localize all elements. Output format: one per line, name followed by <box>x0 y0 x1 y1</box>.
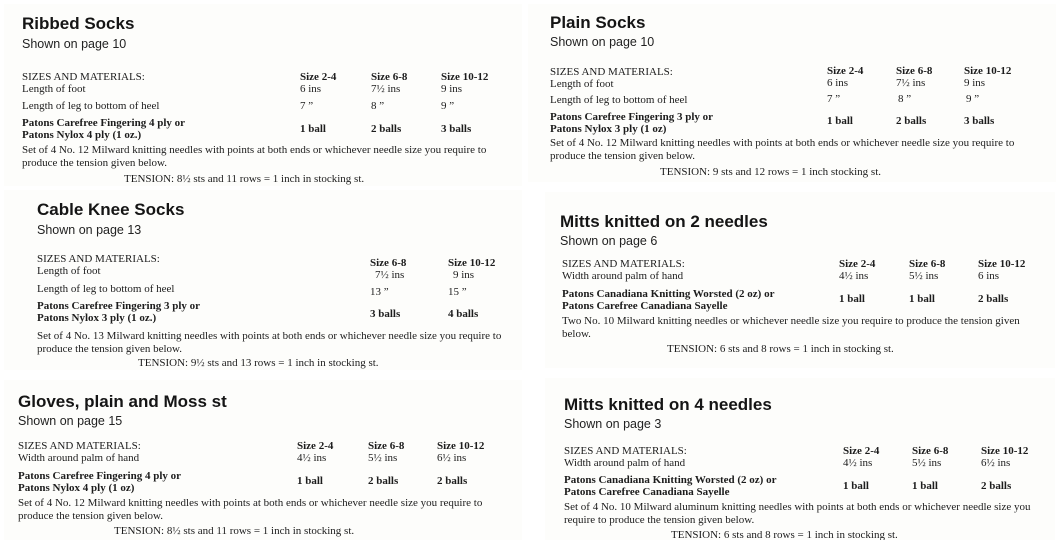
yarn-label: Patons Carefree Fingering 3 ply or <box>37 300 201 312</box>
row-label: Length of foot <box>22 83 86 95</box>
size-header: Size 6-8 <box>896 65 933 77</box>
row-value: 2 balls <box>437 475 468 487</box>
row-value: 1 ball <box>300 123 326 135</box>
pattern-title: Ribbed Socks <box>22 14 135 33</box>
yarn-label-alt: Patons Nylox 4 ply (1 oz.) <box>22 129 142 141</box>
pattern-cable-knee-socks <box>4 190 522 370</box>
size-header: Size 2-4 <box>839 258 876 270</box>
row-value: 4½ ins <box>843 457 873 469</box>
row-value: 2 balls <box>981 480 1012 492</box>
row-value: 3 balls <box>964 115 995 127</box>
yarn-label: Patons Carefree Fingering 4 ply or <box>22 117 186 129</box>
sizes-label: SIZES AND MATERIALS: <box>22 71 145 83</box>
size-header: Size 2-4 <box>297 440 334 452</box>
row-value: 13 ” <box>370 286 389 298</box>
size-header: Size 10-12 <box>448 257 496 269</box>
row-label: Length of leg to bottom of heel <box>550 94 688 106</box>
row-value: 2 balls <box>896 115 927 127</box>
row-label: Length of foot <box>550 78 614 90</box>
size-header: Size 6-8 <box>371 71 408 83</box>
tension-text: TENSION: 8½ sts and 11 rows = 1 inch in stocking st. <box>114 525 355 537</box>
size-header: Size 6-8 <box>370 257 407 269</box>
page-reference: Shown on page 3 <box>564 417 662 431</box>
pattern-mitts-4-needles <box>545 378 1055 540</box>
sizes-label: SIZES AND MATERIALS: <box>564 445 687 457</box>
row-value: 4½ ins <box>297 452 327 464</box>
row-label: Length of foot <box>37 265 101 277</box>
row-value: 7½ ins <box>896 77 926 89</box>
page-reference: Shown on page 6 <box>560 234 658 248</box>
yarn-label: Patons Carefree Fingering 3 ply or <box>550 111 714 123</box>
row-value: 3 balls <box>441 123 472 135</box>
size-header: Size 2-4 <box>827 65 864 77</box>
yarn-label: Patons Canadiana Knitting Worsted (2 oz) or <box>564 474 777 486</box>
page-reference: Shown on page 10 <box>550 35 655 49</box>
page-reference: Shown on page 13 <box>37 223 142 237</box>
tension-text: TENSION: 9 sts and 12 rows = 1 inch stocking st. <box>660 166 881 178</box>
yarn-label-alt: Patons Nylox 4 ply (1 oz) <box>18 482 135 494</box>
row-value: 7 ” <box>300 100 314 112</box>
row-label: Width around palm of hand <box>564 457 686 469</box>
sizes-label: SIZES AND MATERIALS: <box>37 253 160 265</box>
pattern-gloves <box>4 380 522 540</box>
row-value: 6 ins <box>300 83 322 95</box>
size-header: Size 6-8 <box>909 258 946 270</box>
sizes-label: SIZES AND MATERIALS: <box>550 66 673 78</box>
row-label: Length of leg to bottom of heel <box>22 100 160 112</box>
row-value: 6 ins <box>827 77 849 89</box>
yarn-label-alt: Patons Nylox 3 ply (1 oz.) <box>37 312 157 324</box>
row-value: 4½ ins <box>839 270 869 282</box>
row-value: 9 ” <box>441 100 455 112</box>
pattern-title: Mitts knitted on 4 needles <box>564 395 772 414</box>
row-value: 5½ ins <box>912 457 942 469</box>
row-value: 15 ” <box>448 286 467 298</box>
pattern-mitts-2-needles <box>545 192 1055 368</box>
yarn-label: Patons Carefree Fingering 4 ply or <box>18 470 182 482</box>
size-header: Size 10-12 <box>441 71 489 83</box>
row-value: 6 ins <box>978 270 1000 282</box>
row-value: 7 ” <box>827 93 841 105</box>
tension-text: TENSION: 9½ sts and 13 rows = 1 inch in stocking st. <box>138 357 379 369</box>
tension-text: TENSION: 8½ sts and 11 rows = 1 inch in stocking st. <box>124 173 365 185</box>
tension-text: TENSION: 6 sts and 8 rows = 1 inch in stocking st. <box>671 529 898 540</box>
pattern-title: Plain Socks <box>550 13 646 32</box>
pattern-plain-socks <box>528 4 1056 182</box>
row-value: 9 ins <box>964 77 986 89</box>
needles-text: Set of 4 No. 12 Milward knitting needles with points at both ends or whichever needle size you require to produce the tension given below. <box>550 137 1015 162</box>
tension-text: TENSION: 6 sts and 8 rows = 1 inch in stocking st. <box>667 343 894 355</box>
size-header: Size 10-12 <box>978 258 1026 270</box>
needles-text: Set of 4 No. 12 Milward knitting needles with points at both ends or whichever needle size you require to produce the tension given below. <box>22 144 487 169</box>
row-value: 1 ball <box>912 480 938 492</box>
row-value: 6½ ins <box>437 452 467 464</box>
row-value: 1 ball <box>297 475 323 487</box>
yarn-label-alt: Patons Carefree Canadiana Sayelle <box>564 486 730 498</box>
size-header: Size 10-12 <box>981 445 1029 457</box>
row-value: 8 ” <box>898 93 912 105</box>
row-value: 1 ball <box>827 115 853 127</box>
row-value: 3 balls <box>370 308 401 320</box>
size-header: Size 6-8 <box>912 445 949 457</box>
row-value: 9 ins <box>441 83 463 95</box>
needles-text: Set of 4 No. 13 Milward knitting needles with points at both ends or whichever needle size you require to produce the tension given below. <box>37 330 502 355</box>
row-value: 6½ ins <box>981 457 1011 469</box>
needles-text: Two No. 10 Milward knitting needles or whichever needle size you require to produce the tension given below. <box>562 315 1020 340</box>
row-label: Width around palm of hand <box>562 270 684 282</box>
size-header: Size 10-12 <box>964 65 1012 77</box>
row-value: 7½ ins <box>375 269 405 281</box>
row-value: 7½ ins <box>371 83 401 95</box>
page-reference: Shown on page 10 <box>22 37 127 51</box>
sizes-label: SIZES AND MATERIALS: <box>562 258 685 270</box>
yarn-label: Patons Canadiana Knitting Worsted (2 oz) or <box>562 288 775 300</box>
row-value: 1 ball <box>843 480 869 492</box>
size-header: Size 6-8 <box>368 440 405 452</box>
row-value: 4 balls <box>448 308 479 320</box>
needles-text: Set of 4 No. 12 Milward knitting needles with points at both ends or whichever needle size you require to produce the tension given below. <box>18 497 483 522</box>
row-value: 8 ” <box>371 100 385 112</box>
row-label: Length of leg to bottom of heel <box>37 283 175 295</box>
pattern-ribbed-socks <box>4 4 522 186</box>
row-value: 1 ball <box>909 293 935 305</box>
row-value: 5½ ins <box>368 452 398 464</box>
pattern-title: Mitts knitted on 2 needles <box>560 212 768 231</box>
size-header: Size 2-4 <box>843 445 880 457</box>
row-label: Width around palm of hand <box>18 452 140 464</box>
size-header: Size 2-4 <box>300 71 337 83</box>
row-value: 5½ ins <box>909 270 939 282</box>
pattern-title: Gloves, plain and Moss st <box>18 392 227 411</box>
page-reference: Shown on page 15 <box>18 414 123 428</box>
row-value: 1 ball <box>839 293 865 305</box>
row-value: 2 balls <box>368 475 399 487</box>
row-value: 2 balls <box>978 293 1009 305</box>
size-header: Size 10-12 <box>437 440 485 452</box>
sizes-label: SIZES AND MATERIALS: <box>18 440 141 452</box>
pattern-title: Cable Knee Socks <box>37 200 185 219</box>
row-value: 2 balls <box>371 123 402 135</box>
row-value: 9 ins <box>453 269 475 281</box>
yarn-label-alt: Patons Carefree Canadiana Sayelle <box>562 300 728 312</box>
needles-text: Set of 4 No. 10 Milward aluminum knitting needles with points at both ends or whichever needle size you require to produce the tension given below. <box>564 501 1031 526</box>
row-value: 9 ” <box>966 93 980 105</box>
yarn-label-alt: Patons Nylox 3 ply (1 oz) <box>550 123 667 135</box>
